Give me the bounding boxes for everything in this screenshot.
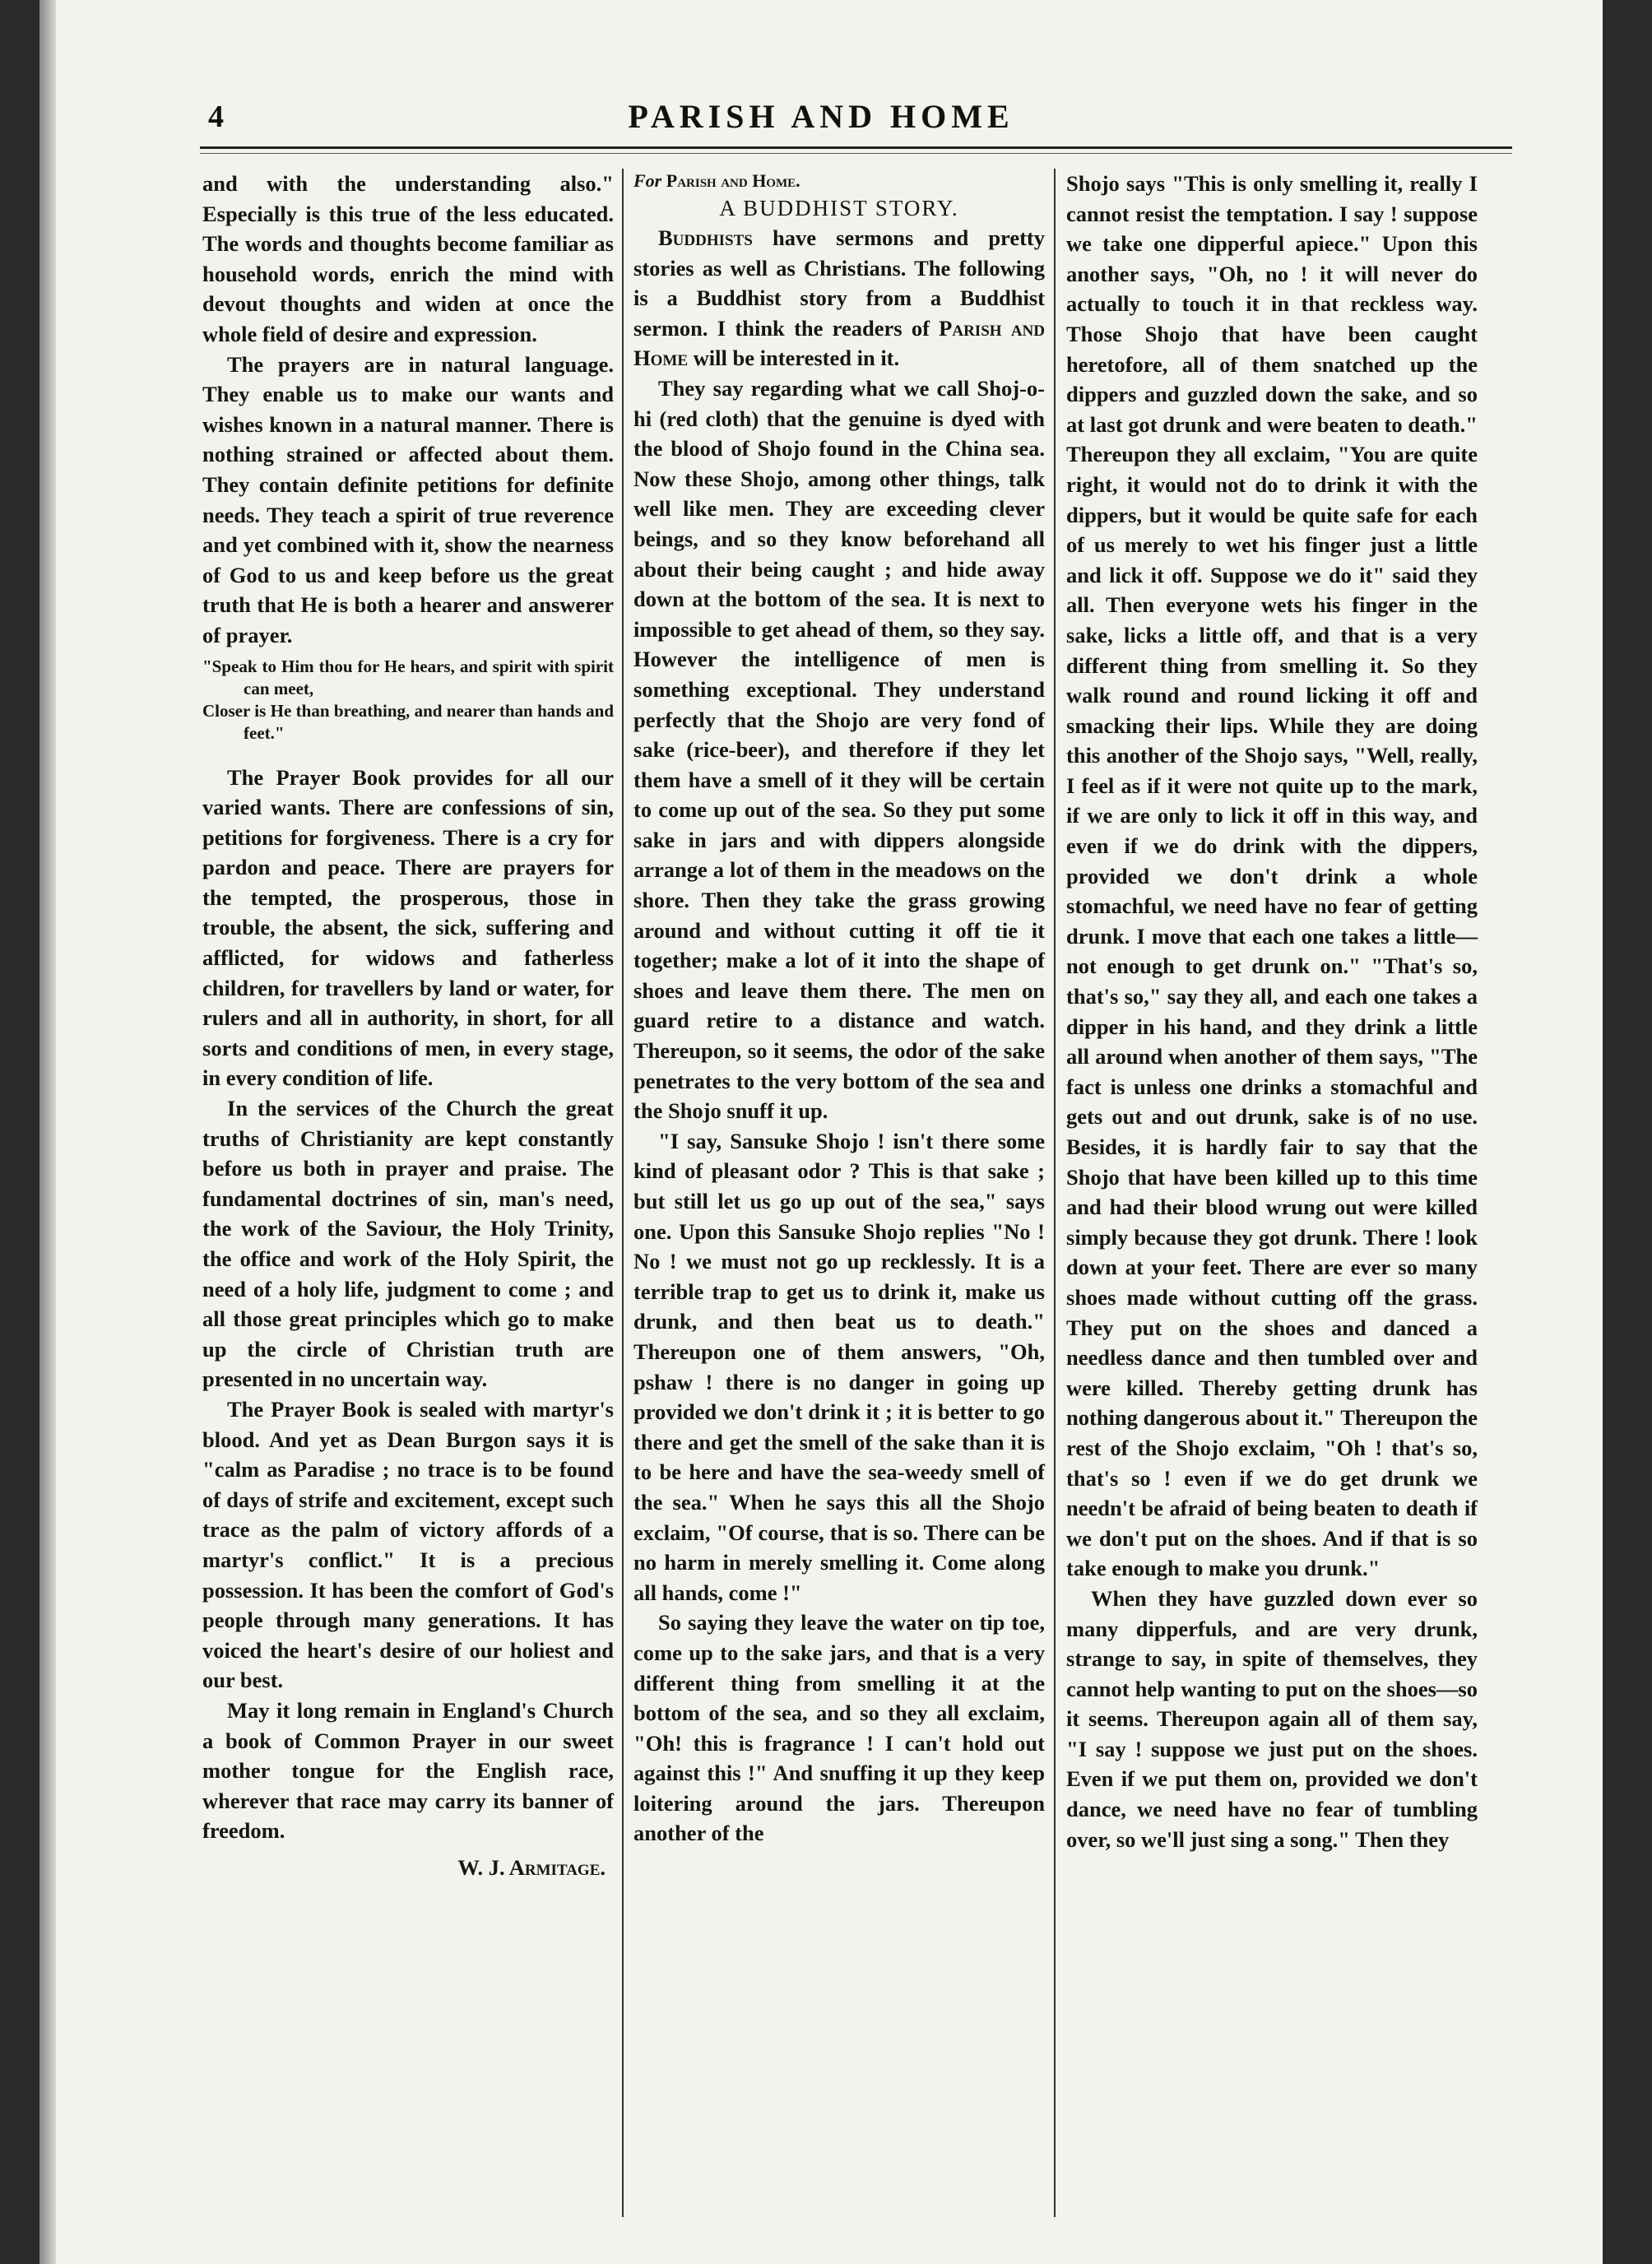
column-3 [1066,169,1478,1854]
col2-p1-text-b: will be interested in it. [688,346,900,371]
col1-paragraph-1: and with the understanding also." Especially is this true of the less educated. The words and thoughts become familiar as household words, enrich the mind with devout thoughts and widen at once the whole field of desire and expression. [202,171,614,346]
page-binding-edge [39,0,56,2264]
running-head: PARISH AND HOME [628,98,1014,135]
author-signature: W. J. Armitage. [457,1854,606,1880]
col2-paragraph-1 [633,223,1045,373]
verse-line-2: Closer is He than breathing, and nearer than hands and feet." [202,700,614,743]
col1-paragraph-3: The Prayer Book provides for all our varied wants. There are confessions of sin, petitions for forgiveness. There is a cry for pardon and peace. There are prayers for the tempted, the prosperous, those in trouble, the absent, the sick, suffering and afflicted, for widows and fatherless children, for travellers by land or water, for rulers and all in authority, in short, for all sorts and conditions of men, in every stage, in every condition of life. [202,764,614,1091]
column-divider-1 [622,169,624,2217]
column-1 [202,169,614,1882]
col2-paragraph-3: "I say, Sansuke Shojo ! isn't there some kind of pleasant odor ? This is that sake ; but still let us go up out of the sea," says one. Upon this Sansuke Shojo replies "No ! No ! we must not go up recklessly. It is a terrible trap to get us to drink it, make us drunk, and then beat us to death." Thereupon one of them answers, "Oh, pshaw ! there is no danger in going up provided we don't drink it ; it is better to go there and get the smell of the sake than it is to be here and have the sea-weedy smell of the sea." When he says this all the Shojo exclaim, "Of course, that is so. There can be no harm in merely smelling it. Come along all hands, come !" [633,1128,1045,1605]
col2-paragraph-2: They say regarding what we call Shoj-o-hi (red cloth) that the genuine is dyed with the blood of Shojo found in the China sea. Now these Shojo, among other things, talk well like men. They are exceeding clever beings, and so they know beforehand all about their being caught ; and hide away down at the bottom of the sea. It is next to impossible to get ahead of them, so they say. However the intelligence of men is something exceptional. They understand perfectly that the Shojo are very fond of sake (rice-beer), and therefore if they let them have a smell of it they will be certain to come up out of the sea. So they put some sake in jars and with dippers alongside arrange a lot of them in the meadows on the shore. Then they take the grass growing around and without cutting it off tie it together; make a lot of it into the shape of shoes and leave them there. The men on guard retire to a distance and watch. Thereupon, so it seems, the odor of the sake penetrates to the very bottom of the sea and the Shojo snuff it up. [633,375,1045,1124]
col1-paragraph-5: The Prayer Book is sealed with martyr's blood. And yet as Dean Burgon says it is "calm as Paradise ; no trace is to be found of days of strife and excitement, except such trace as the palm of victory affords of a martyr's conflict." It is a precious possession. It has been the comfort of God's people through many generations. It has voiced the heart's desire of our holiest and our best. [202,1396,614,1693]
newspaper-page [39,0,1603,2264]
header-rule-thick [200,146,1512,149]
column-2 [633,169,1045,1849]
quoted-verse [202,656,614,745]
col2-paragraph-4: So saying they leave the water on tip toe, come up to the sake jars, and that is a very different thing from smelling it at the bottom of the sea, and so they all exclaim, "Oh! this is fragrance ! I can't hold out against this !" And snuffing it up they keep loitering around the jars. Thereupon another of the [633,1610,1045,1846]
column-divider-2 [1054,169,1056,2217]
header-rule-thin [200,153,1512,154]
byline-for: For [633,170,662,191]
col1-paragraph-6: May it long remain in England's Church a book of Common Prayer in our sweet mother tongue for the English race, wherever that race may carry its banner of freedom. [202,1697,614,1844]
publication-name: Parish and Home [633,315,1045,371]
article-byline [633,169,1045,193]
verse-line-1: "Speak to Him thou for He hears, and spirit with spirit can meet, [202,656,614,698]
byline-publication: Parish and Home. [666,170,800,191]
article-title: A BUDDHIST STORY. [719,196,959,220]
lead-word: Buddhists [658,225,753,250]
col3-paragraph-1: Shojo says "This is only smelling it, really I cannot resist the temptation. I say ! suppose we take one dipperful apiece." Upon this another says, "Oh, no ! it will never do actually to touch it in that reckless way. Those Shojo that have been caught heretofore, all of them snatched up the dippers and guzzled down the sake, and so at last got drunk and were beaten to death." Thereupon they all exclaim, "You are quite right, it would not do to drink it with the dippers, but it would be quite safe for each of us merely to wet his finger just a little and lick it off. Suppose we do it" said they all. Then everyone wets his finger in the sake, licks a little off, and that is a very different thing from smelling it. So they walk round and round licking it off and smacking their lips. While they are doing this another of the Shojo says, "Well, really, I feel as if it were not quite up to the mark, if we are only to lick it off in this way, and even if we do drink with the dippers, provided we don't drink a whole stomachful, we need have no fear of getting drunk. I move that each one takes a little—not enough to get drunk on." "That's so, that's so," say they all, and each one takes a dipper in his hand, and they drink a little all around when another of them says, "The fact is unless one drinks a stomachful and gets out and out drunk, sake is of no use. Besides, it is hardly fair to say that the Shojo that have been killed up to this time and had their blood wrung out were killed simply because they got drunk. There ! look down at your feet. There are ever so many shoes made without cutting off the grass. They put on the shoes and danced a needless dance and then tumbled over and were killed. Thereby getting drunk has nothing dangerous about it." Thereupon the rest of the Shojo exclaim, "Oh ! that's so, that's so ! even if we do get drunk we needn't be afraid of being beaten to death if we don't put on the shoes. And if that is so take enough to make you drunk." [1066,171,1478,1581]
col1-paragraph-2: The prayers are in natural language. They enable us to make our wants and wishes known in a natural manner. There is nothing strained or affected about them. They contain definite petitions for definite needs. They teach a spirit of true reverence and yet combined with it, show the nearness of God to us and keep before us the great truth that He is both a hearer and answerer of prayer. [202,351,614,647]
col2-p1-text-a: have sermons and pretty stories as well as Christians. The following is a Buddhist story from a Buddhist sermon. I think the readers of [633,225,1045,341]
col1-paragraph-4: In the services of the Church the great truths of Christianity are kept constantly before us both in prayer and praise. The fundamental doctrines of sin, man's need, the work of the Saviour, the Holy Trinity, the office and work of the Holy Spirit, the need of a holy life, judgment to come ; and all those great principles which go to make up the circle of Christian truth are presented in no uncertain way. [202,1096,614,1392]
page-number: 4 [208,100,224,134]
col3-paragraph-2: When they have guzzled down ever so many dipperfuls, and are very drunk, strange to say, in spite of themselves, they cannot help wanting to put on the shoes—so it seems. Thereupon again all of them say, "I say ! suppose we just put on the shoes. Even if we put them on, provided we don't dance, we need have no fear of tumbling over, so we'll just sing a song." Then they [1066,1585,1478,1852]
